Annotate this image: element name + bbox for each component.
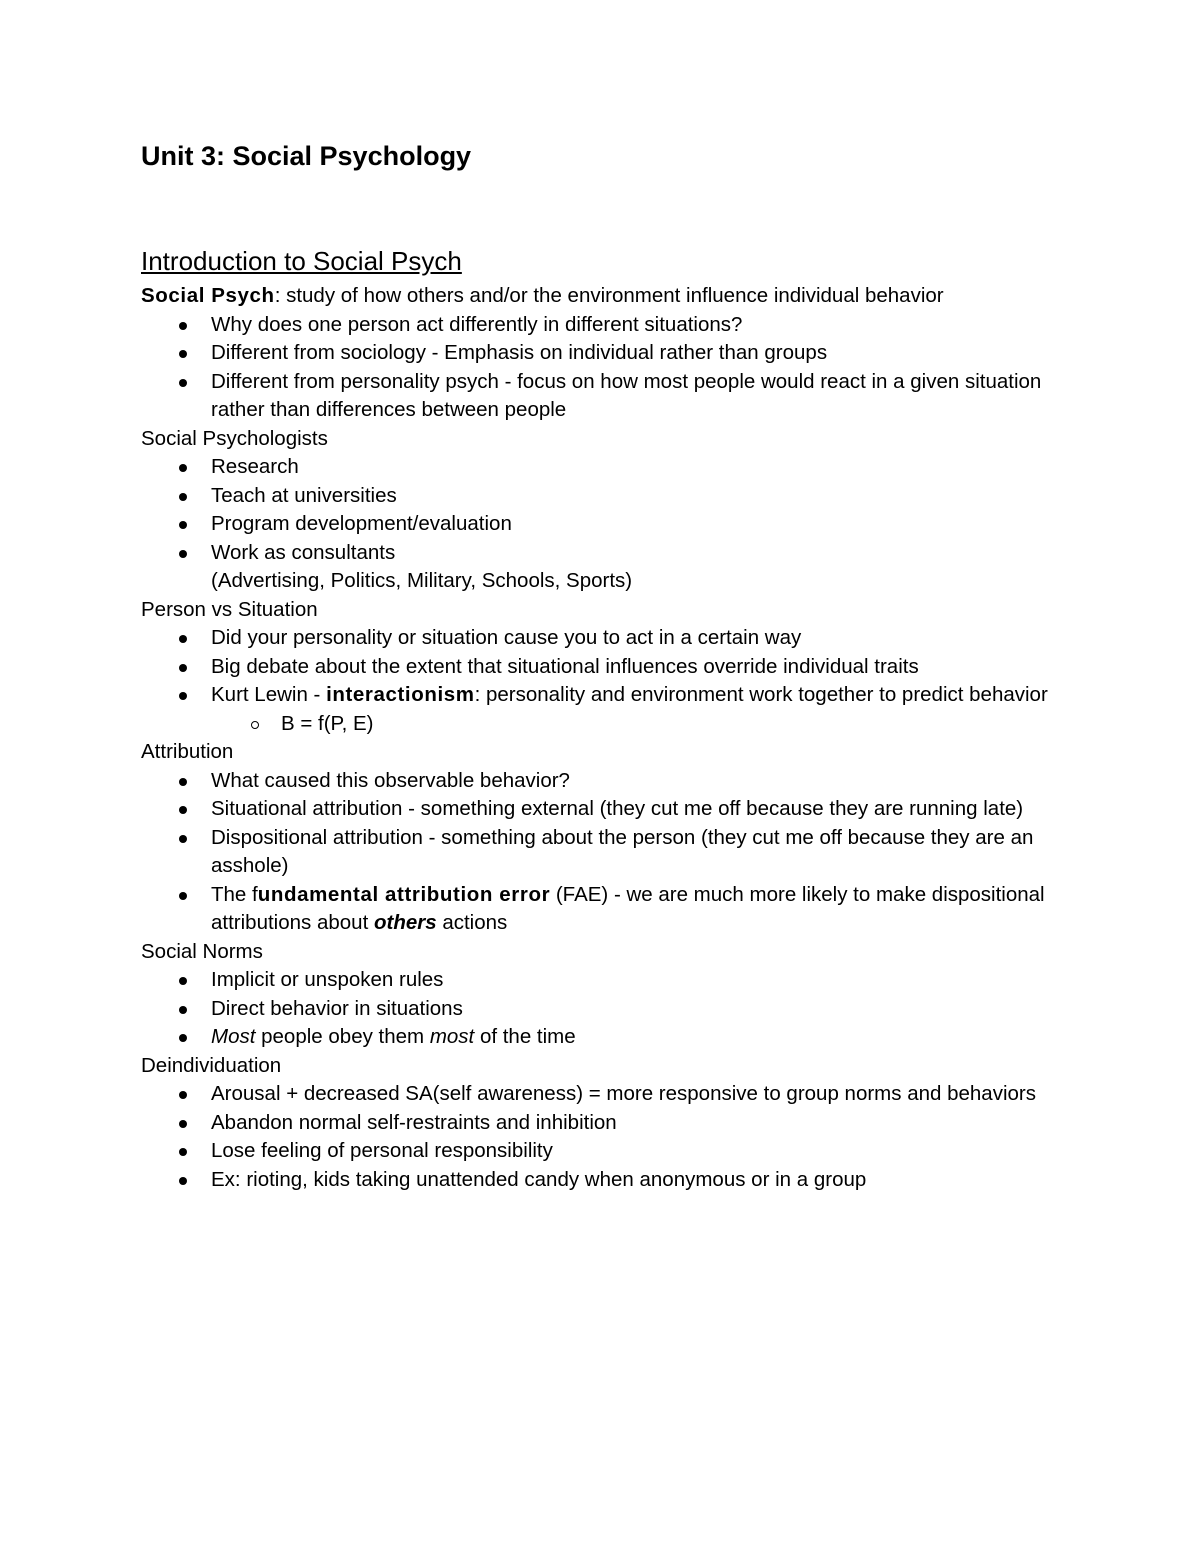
formula: B = f(P, E): [281, 711, 374, 735]
document-title: Unit 3: Social Psychology: [141, 141, 472, 171]
section-heading: Introduction to Social Psych: [141, 246, 462, 276]
list-item: The fundamental attribution error (FAE) - we are much more likely to make dispositional attributions about others actions: [141, 881, 1061, 938]
list-item: Kurt Lewin - interactionism: personality and environment work together to predict behavior B = f(P, E): [141, 681, 1061, 738]
bullet-icon: [179, 550, 187, 558]
definition-line: [141, 282, 1061, 311]
list-item: Research: [141, 453, 1061, 482]
bullet-icon: [179, 977, 187, 985]
consultant-note: (Advertising, Politics, Military, Schools, Sports): [211, 569, 633, 592]
bullet-icon: [179, 493, 187, 501]
attribution-heading: Attribution: [141, 740, 234, 763]
list-item: Did your personality or situation cause you to act in a certain way: [141, 624, 1061, 653]
definition-term: Social Psych: [141, 284, 275, 307]
psychologists-heading: Social Psychologists: [141, 426, 328, 450]
bullet-icon: [179, 635, 187, 643]
interactionism-term: interactionism: [326, 683, 475, 706]
intro-list: [141, 311, 1061, 425]
list-item: Direct behavior in situations: [141, 995, 1061, 1024]
bullet-icon: [179, 322, 187, 330]
list-item: What caused this observable behavior?: [141, 767, 1061, 796]
list-item: Ex: rioting, kids taking unattended candy when anonymous or in a group: [141, 1166, 1061, 1195]
person-situation-heading: Person vs Situation: [141, 597, 318, 621]
bullet-icon: [179, 1148, 187, 1156]
attribution-list: [141, 767, 1061, 938]
bullet-icon: [179, 835, 187, 843]
sub-list-item: [211, 710, 1061, 739]
document-page: [141, 138, 1061, 1194]
list-item: Different from personality psych - focus on how most people would react in a given situation rather than differences between people: [141, 368, 1061, 425]
bullet-icon: [179, 1120, 187, 1128]
others-emphasis: others: [373, 911, 437, 934]
bullet-icon: [179, 892, 187, 900]
bullet-icon: [179, 379, 187, 387]
bullet-icon: [179, 1177, 187, 1185]
list-item: Big debate about the extent that situational influences override individual traits: [141, 653, 1061, 682]
list-item: Implicit or unspoken rules: [141, 966, 1061, 995]
bullet-icon: [179, 1034, 187, 1042]
list-item: Dispositional attribution - something about the person (they cut me off because they are an asshole): [141, 824, 1061, 881]
deindividuation-list: [141, 1080, 1061, 1194]
bullet-icon: [179, 806, 187, 814]
list-item: Most people obey them most of the time: [141, 1023, 1061, 1052]
bullet-icon: [179, 1006, 187, 1014]
bullet-icon: [179, 350, 187, 358]
definition-text: : study of how others and/or the environment influence individual behavior: [274, 284, 944, 307]
person-situation-list: [141, 624, 1061, 738]
bullet-icon: [179, 778, 187, 786]
sublist: [211, 710, 1061, 739]
list-item: Lose feeling of personal responsibility: [141, 1137, 1061, 1166]
list-item: Program development/evaluation: [141, 510, 1061, 539]
bullet-icon: [179, 692, 187, 700]
bullet-icon: [179, 1091, 187, 1099]
hollow-bullet-icon: [251, 721, 259, 729]
bullet-icon: [179, 664, 187, 672]
list-item: Different from sociology - Emphasis on individual rather than groups: [141, 339, 1061, 368]
list-item: Why does one person act differently in different situations?: [141, 311, 1061, 340]
bullet-icon: [179, 464, 187, 472]
list-item: Situational attribution - something external (they cut me off because they are running late): [141, 795, 1061, 824]
list-item: Teach at universities: [141, 482, 1061, 511]
psychologists-list: [141, 453, 1061, 596]
fae-term: undamental attribution error: [257, 882, 551, 906]
bullet-icon: [179, 521, 187, 529]
norms-heading: Social Norms: [141, 939, 263, 963]
deindividuation-heading: Deindividuation: [141, 1053, 282, 1077]
list-item: Abandon normal self-restraints and inhibition: [141, 1109, 1061, 1138]
list-item: Work as consultants (Advertising, Politics, Military, Schools, Sports): [141, 539, 1061, 596]
norms-list: [141, 966, 1061, 1052]
list-item: Arousal + decreased SA(self awareness) = more responsive to group norms and behaviors: [141, 1080, 1061, 1109]
